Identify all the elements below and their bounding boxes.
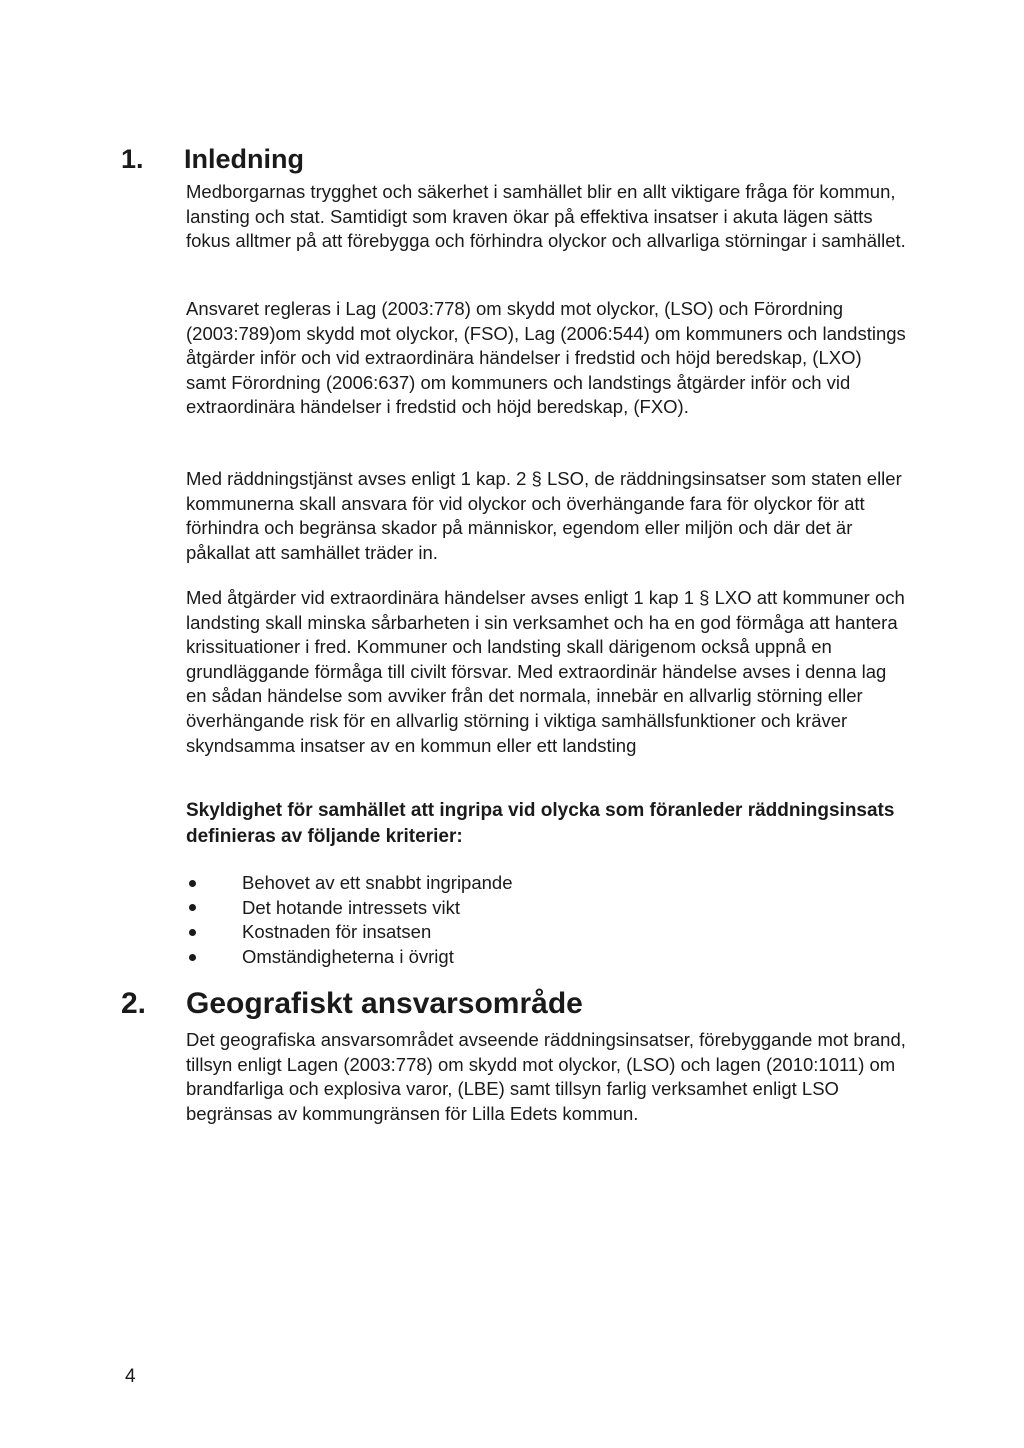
criteria-list: [186, 871, 513, 969]
list-item-text: Behovet av ett snabbt ingripande: [242, 872, 513, 894]
list-item: [186, 896, 513, 921]
list-item-text: Omständigheterna i övrigt: [242, 946, 454, 968]
paragraph: Medborgarnas trygghet och säkerhet i samhället blir en allt viktigare fråga för kommun, lansting och stat. Samtidigt som kraven ökar på effektiva insatser i akuta lägen sätts fokus alltmer på att förebygga och förhindra olyckor och allvarliga störningar i samhället.: [186, 181, 906, 252]
bullet-icon: [189, 954, 196, 961]
section-title: Geografiskt ansvarsområde: [186, 987, 583, 1020]
list-item: [186, 945, 513, 970]
paragraph: Ansvaret regleras i Lag (2003:778) om skydd mot olyckor, (LSO) och Förordning (2003:789)om skydd mot olyckor, (FSO), Lag (2006:544) om kommuners och landstings åtgärder inför och vid extraordinära händelser i fredstid och höjd beredskap, (LXO) samt Förordning (2006:637) om kommuners och landstings åtgärder inför och vid extraordinära händelser i fredstid och höjd beredskap, (FXO).: [186, 298, 906, 418]
section-number: 2.: [121, 987, 147, 1020]
page-number: 4: [125, 1366, 136, 1387]
paragraph: Med åtgärder vid extraordinära händelser avses enligt 1 kap 1 § LXO att kommuner och landsting skall minska sårbarheten i sin verksamhet och ha en god förmåga att hantera krissituationer i fred. Kommuner och landsting skall därigenom också uppnå en grundläggande förmåga till civilt försvar. Med extraordinär händelse avses i denna lag en sådan händelse som avviker från det normala, innebär en allvarlig störning eller överhängande risk för en allvarlig störning i viktiga samhällsfunktioner och kräver skyndsamma insatser av en kommun eller ett landsting: [186, 587, 905, 756]
list-item: [186, 920, 513, 945]
bullet-icon: [189, 880, 196, 887]
paragraph: Med räddningstjänst avses enligt 1 kap. 2 § LSO, de räddningsinsatser som staten eller kommunerna skall ansvara för vid olyckor och överhängande fara för olyckor för att förhindra och begränsa skador på människor, egendom eller miljön och där det är påkallat att samhället träder in.: [186, 468, 902, 563]
bullet-icon: [189, 929, 196, 936]
bullet-icon: [189, 904, 196, 911]
list-item-text: Det hotande intressets vikt: [242, 896, 460, 918]
section-number: 1.: [121, 144, 144, 174]
paragraph: Det geografiska ansvarsområdet avseende räddningsinsatser, förebyggande mot brand, tillsyn enligt Lagen (2003:778) om skydd mot olyckor, (LSO) och lagen (2010:1011) om brandfarliga och explosiva varor, (LBE) samt tillsyn farlig verksamhet enligt LSO begränsas av kommungränsen för Lilla Edets kommun.: [186, 1029, 906, 1124]
section-heading-geografiskt: [121, 987, 583, 1021]
list-item: [186, 871, 513, 896]
list-item-text: Kostnaden för insatsen: [242, 921, 432, 943]
criteria-heading: Skyldighet för samhället att ingripa vid olycka som föranleder räddningsinsats definieras av följande kriterier:: [186, 800, 895, 847]
section-title: Inledning: [184, 144, 304, 174]
section-heading-inledning: [121, 144, 304, 175]
